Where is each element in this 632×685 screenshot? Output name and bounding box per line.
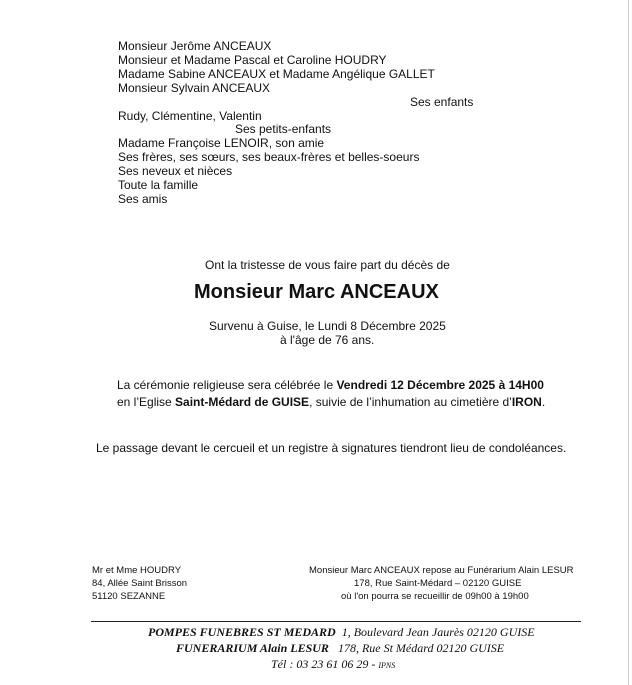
footer-fun-name: FUNERARIUM Alain LESUR	[176, 641, 329, 655]
children-label: Ses enfants	[410, 95, 474, 109]
family-line-1: Monsieur Jerôme ANCEAUX	[118, 39, 272, 53]
other-relative-4: Toute la famille	[118, 178, 199, 192]
contact-left-1: Mr et Mme HOUDRY	[92, 565, 182, 576]
contact-right-1: Monsieur Marc ANCEAUX repose au Funérarium Alain LESUR	[309, 565, 574, 576]
grandchildren-label: Ses petits-enfants	[235, 122, 332, 136]
contact-left-3: 51120 SEZANNE	[92, 591, 166, 602]
ceremony-church: Saint-Médard de GUISE	[175, 395, 310, 409]
deceased-name: Monsieur Marc ANCEAUX	[194, 281, 439, 303]
contact-left-2: 84, Allée Saint Brisson	[92, 578, 188, 589]
other-relative-2: Ses frères, ses sœurs, ses beaux-frères et belles-soeurs	[118, 150, 420, 164]
other-relative-3: Ses neveux et nièces	[118, 164, 233, 178]
other-relative-5: Ses amis	[118, 192, 168, 206]
ceremony-text-4: .	[541, 395, 546, 409]
ceremony-cemetery: IRON	[511, 395, 542, 409]
footer-funerarium	[176, 641, 504, 655]
footer-pf-name: POMPES FUNEBRES ST MEDARD	[148, 625, 336, 639]
other-relative-1: Madame Françoise LENOIR, son amie	[118, 136, 325, 150]
contact-right-3: où l'on pourra se recueillir de 09h00 à 19h00	[341, 591, 529, 602]
condolences-notice: Le passage devant le cercueil et un registre à signatures tiendront lieu de condoléances.	[96, 441, 567, 455]
ceremony-text-3: , suivie de l’inhumation au cimetière d’	[309, 395, 512, 409]
footer-divider	[91, 621, 581, 622]
death-details-line-1: Survenu à Guise, le Lundi 8 Décembre 2025	[209, 319, 446, 333]
footer-pf-address: 1, Boulevard Jean Jaurès 02120 GUISE	[341, 625, 535, 639]
footer-phone-line	[271, 657, 395, 673]
family-line-2: Monsieur et Madame Pascal et Caroline HOUDRY	[118, 53, 387, 67]
ceremony-text-1: La cérémonie religieuse sera célébrée le	[117, 378, 337, 392]
ceremony-date: Vendredi 12 Décembre 2025 à 14H00	[336, 378, 544, 392]
footer-fun-address: 178, Rue St Médard 02120 GUISE	[337, 641, 505, 655]
footer-phone: Tél : 03 23 61 06 29 -	[271, 657, 376, 671]
footer-funeral-home	[148, 625, 535, 639]
family-line-3: Madame Sabine ANCEAUX et Madame Angélique GALLET	[118, 67, 435, 81]
announcement-text: Ont la tristesse de vous faire part du décès de	[205, 258, 450, 272]
family-line-4: Monsieur Sylvain ANCEAUX	[118, 81, 271, 95]
ceremony-line-2	[117, 395, 545, 409]
page-edge-divider	[628, 0, 629, 685]
footer-ipns: IPNS	[378, 661, 396, 670]
ceremony-line-1	[117, 378, 544, 392]
death-details-line-2: à l'âge de 76 ans.	[280, 333, 375, 347]
contact-right-2: 178, Rue Saint-Médard – 02120 GUISE	[354, 578, 522, 589]
ceremony-text-2: en l’Eglise	[117, 395, 176, 409]
grandchildren-names: Rudy, Clémentine, Valentin	[118, 109, 262, 123]
